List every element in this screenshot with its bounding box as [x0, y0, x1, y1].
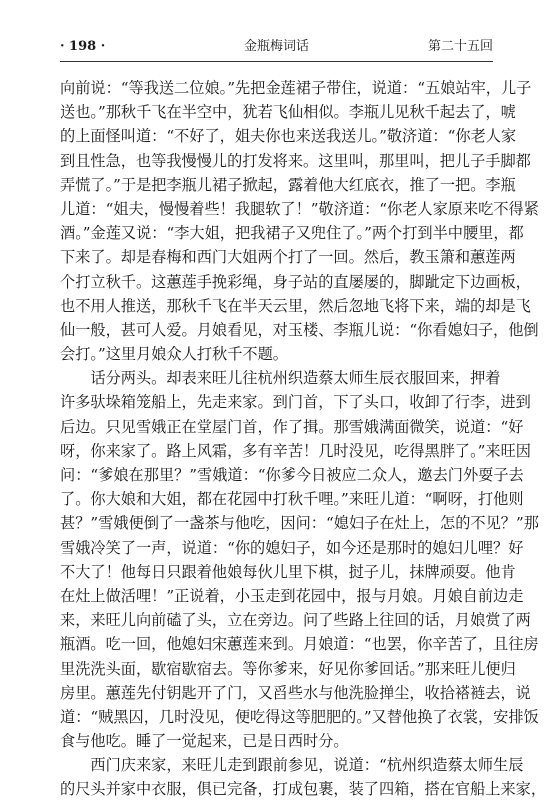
header-rule: [60, 61, 493, 62]
book-title: 金瓶梅词话: [243, 39, 309, 54]
page-number: · 198 ·: [60, 39, 106, 54]
text-line: 个打立秋千。这蕙莲手挽彩绳，身子站的直屡屡的，脚跐定下边画板，: [60, 272, 531, 291]
text-line: 的上面怪叫道：“不好了，姐夫你也来送我送儿。”敬济道：“你老人家: [60, 127, 517, 146]
text-line: 了。你大娘和大姐，都在花园中打秋千哩。”来旺儿道：“啊呀，打他则: [60, 490, 524, 509]
text-line: 到且性急，也等我慢慢儿的打发将来。这里叫，那里叫，把儿子手脚都: [60, 151, 531, 170]
text-line: 后边。只见雪娥正在堂屋门首，作了揖。那雪娥满面微笑，说道：“好: [60, 417, 524, 436]
text-line: 许多驮垛箱笼船上，先走来家。到门首，下了头口，收卸了行李，进到: [60, 393, 531, 412]
text-line: 食与他吃。睡了一觉起来，已是日西时分。: [60, 732, 349, 751]
text-line: 会打。”这里月娘众人打秋千不题。: [60, 345, 288, 364]
text-line: 瓶酒。吃一回，他媳妇宋蕙莲来到。月娘道：“也罢，你辛苦了，且往房: [60, 635, 539, 654]
text-line: 房里。蕙莲先付钥匙开了门，又舀些水与他洗脸掸尘，收拾褡裢去，说: [60, 683, 531, 702]
page-header: [60, 36, 493, 58]
text-line: 送也。”那秋千飞在半空中，犹若飞仙相似。李瓶儿见秋千起去了，唬: [60, 103, 516, 122]
text-line: 仙一般，甚可人爱。月娘看见，对玉楼、李瓶儿说：“你看媳妇子，他倒: [60, 320, 539, 339]
text-line: 里洗洗头面，歇宿歇宿去。等你爹来，好见你爹回话。”那来旺儿便归: [60, 659, 516, 678]
text-line: 话分两头。却表来旺儿往杭州织造蔡太师生辰衣服回来，押着: [60, 369, 501, 388]
text-line: 不大了！他每日只跟着他娘每伙儿里下棋，挝子儿，抹牌顽耍。他肯: [60, 562, 516, 581]
text-line: 酒。”金莲又说：“李大姐，把我裙子又兜住了。”两个打到半中腰里，都: [60, 224, 524, 243]
text-line: 也不用人推送，那秋千飞在半天云里，然后忽地飞将下来，端的却是飞: [60, 296, 531, 315]
text-line: 向前说：“等我送二位娘。”先把金莲裙子带住，说道：“五娘站牢，儿子: [60, 79, 532, 97]
text-line: 的尺头并家中衣服，俱已完备，打成包裹，装了四箱，搭在官船上来家，: [60, 780, 546, 799]
text-line: 下来了。却是春梅和西门大姐两个打了一回。然后，教玉箫和蕙莲两: [60, 248, 516, 267]
page-body: [60, 76, 546, 802]
text-line: 儿道：“姐夫，慢慢着些！我腿软了！”敬济道：“你老人家原来吃不得紧: [60, 199, 539, 218]
text-line: 雪娥冷笑了一声，说道：“你的媳妇子，如今还是那时的媳妇儿哩？好: [60, 538, 524, 557]
text-line: 问：“爹娘在那里？”雪娥道：“你爹今日被应二众人，邀去门外耍子去: [60, 466, 524, 484]
text-line: 甚？”雪娥便倒了一盏茶与他吃，因问：“媳妇子在灶上，怎的不见？”那: [60, 514, 539, 533]
text-line: 西门庆来家，来旺儿走到跟前参见，说道：“杭州织造蔡太师生辰: [60, 756, 524, 775]
chapter-title: 第二十五回: [427, 39, 493, 54]
text-line: 在灶上做活哩！”正说着，小玉走到花园中，报与月娘。月娘自前边走: [60, 586, 524, 605]
text-line: 来，来旺儿向前磕了头，立在旁边。问了些路上往回的话，月娘赏了两: [60, 611, 531, 630]
text-line: 弄慌了。”于是把李瓶儿裙子掀起，露着他大红底衣，推了一把。李瓶: [60, 175, 516, 194]
text-line: 呀，你来家了。路上风霜，多有辛苦！几时没见，吃得黑胖了。”来旺因: [60, 441, 531, 460]
text-line: 道：“贼黑囚，几时没见，便吃得这等肥肥的。”又替他换了衣裳，安排饭: [60, 707, 539, 726]
